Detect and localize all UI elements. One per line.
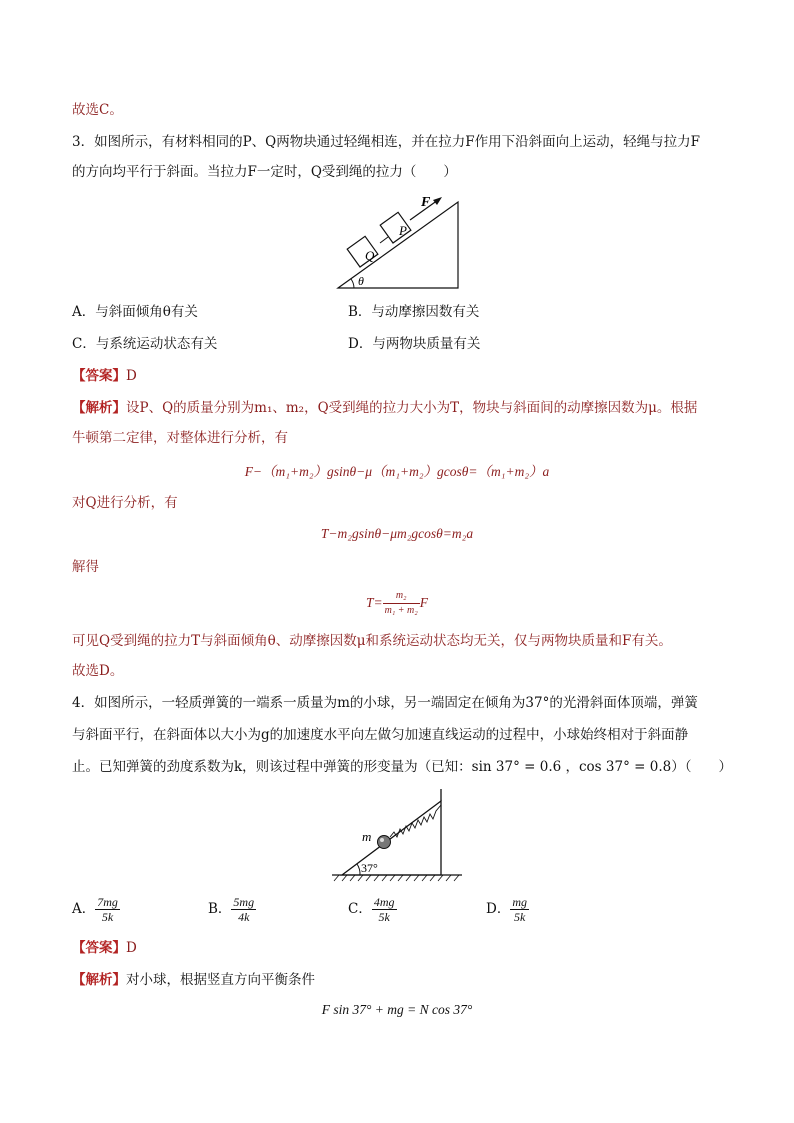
q4-option-a	[72, 895, 120, 924]
q4-equation-1: F sin 37° + mg = N cos 37°	[321, 1002, 473, 1017]
q4-option-a-letter: A．	[72, 901, 96, 917]
q3-incline-figure	[330, 190, 470, 295]
q3-conclusion-line1: 可见Q受到绳的拉力T与斜面倾角θ、动摩擦因数μ和系统运动状态均无关，仅与两物块质量和F有关。	[72, 633, 672, 649]
q3-conclusion-line2: 故选D。	[72, 663, 124, 679]
q3-equation-3	[0, 586, 794, 620]
q4-option-d-den: 5k	[514, 910, 526, 924]
q4-incline	[342, 801, 441, 875]
q4-option-c-frac	[372, 895, 397, 924]
q4-option-c-letter: C．	[348, 901, 372, 917]
q3-answer-tag: 【答案】	[72, 368, 126, 384]
q4-answer: D	[126, 940, 137, 956]
q3-analysis-text1: 设P、Q的质量分别为m₁、m₂，Q受到绳的拉力大小为T，物块与斜面间的动摩擦因数为μ。根据	[126, 400, 698, 416]
q3-rope	[380, 237, 388, 243]
q4-option-b-letter: B．	[208, 901, 232, 917]
q3-text-q: 对Q进行分析，有	[72, 495, 178, 511]
q4-analysis-line1	[72, 970, 315, 990]
q4-option-b-num: 5mg	[233, 895, 255, 909]
q4-option-a-frac	[95, 895, 120, 924]
q4-analysis-text1: 对小球，根据竖直方向平衡条件	[126, 972, 315, 988]
q4-option-b-frac	[231, 895, 256, 924]
q4-spring	[390, 805, 441, 837]
q4-option-d-num: mg	[512, 895, 527, 909]
q3-eq3-lhs: T=	[365, 595, 383, 610]
q4-option-b-den: 4k	[238, 910, 250, 924]
q4-answer-tag: 【答案】	[72, 940, 126, 956]
q4-answer-line	[72, 938, 137, 958]
q3-analysis-line2: 牛顿第二定律，对整体进行分析，有	[72, 430, 288, 446]
q3-answer: D	[126, 368, 137, 384]
q3-analysis-line1	[72, 398, 697, 418]
q3-equation-1: F−（m₁+m₂）gsinθ−μ（m₁+m₂）gcosθ=（m₁+m₂）a	[244, 464, 550, 479]
q4-ball	[378, 836, 391, 849]
q3-analysis-tag: 【解析】	[72, 400, 126, 416]
q3-option-c: C．与系统运动状态有关	[72, 336, 218, 352]
q4-option-c	[348, 895, 397, 924]
q4-stem-line1: 4．如图所示，一轻质弹簧的一端系一质量为m的小球，另一端固定在倾角为37°的光滑斜面体顶端，弹簧	[72, 695, 698, 711]
q3-label-f: F	[421, 195, 431, 210]
q3-eq3-rhs: F	[419, 595, 429, 610]
q3-force-arrowhead	[433, 197, 442, 205]
q3-equation-2: T−m₂gsinθ−μm₂gcosθ=m₂a	[320, 526, 474, 541]
q3-option-a: A．与斜面倾角θ有关	[72, 304, 198, 320]
q4-label-m: m	[362, 829, 372, 844]
q4-stem-line3: 止。已知弹簧的劲度系数为k，则该过程中弹簧的形变量为（已知：sin 37° = 0.6 ，cos 37° = 0.8）（ ）	[72, 759, 732, 775]
q3-label-q: Q	[365, 248, 375, 263]
q4-option-d	[486, 895, 529, 924]
q4-option-d-letter: D．	[486, 901, 511, 917]
q3-eq3-num: m₂	[383, 589, 420, 604]
prev-conclusion: 故选C。	[72, 102, 123, 118]
q4-incline-figure	[328, 785, 468, 885]
q3-option-b: B．与动摩擦因数有关	[348, 304, 480, 320]
q3-label-theta: θ	[358, 274, 364, 288]
q4-ground-hatch	[334, 875, 459, 881]
q3-angle-arc	[351, 279, 354, 288]
q4-option-b	[208, 895, 256, 924]
q4-analysis-tag: 【解析】	[72, 972, 126, 988]
q3-eq3-fraction	[383, 589, 420, 618]
q3-text-solve: 解得	[72, 559, 99, 575]
q3-answer-line	[72, 366, 137, 386]
q3-eq3-den: m₁ + m₂	[384, 605, 418, 616]
q3-label-p: P	[399, 223, 407, 238]
q3-stem-line2: 的方向均平行于斜面。当拉力F一定时，Q受到绳的拉力（ ）	[72, 164, 457, 180]
q4-option-d-frac	[510, 895, 529, 924]
q4-angle-arc	[357, 864, 360, 875]
q4-option-a-den: 5k	[101, 910, 114, 924]
q3-option-d: D．与两物块质量有关	[348, 336, 481, 352]
q4-option-c-den: 5k	[378, 910, 390, 924]
q4-label-angle: 37°	[361, 861, 378, 875]
q4-option-c-num: 4mg	[373, 895, 395, 909]
q4-stem-line2: 与斜面平行，在斜面体以大小为g的加速度水平向左做匀加速直线运动的过程中，小球始终相对于斜面静	[72, 727, 689, 743]
q4-option-a-num: 7mg	[97, 895, 118, 909]
q3-stem-line1: 3．如图所示，有材料相同的P、Q两物块通过轻绳相连，并在拉力F作用下沿斜面向上运动，轻绳与拉力F	[72, 134, 700, 150]
